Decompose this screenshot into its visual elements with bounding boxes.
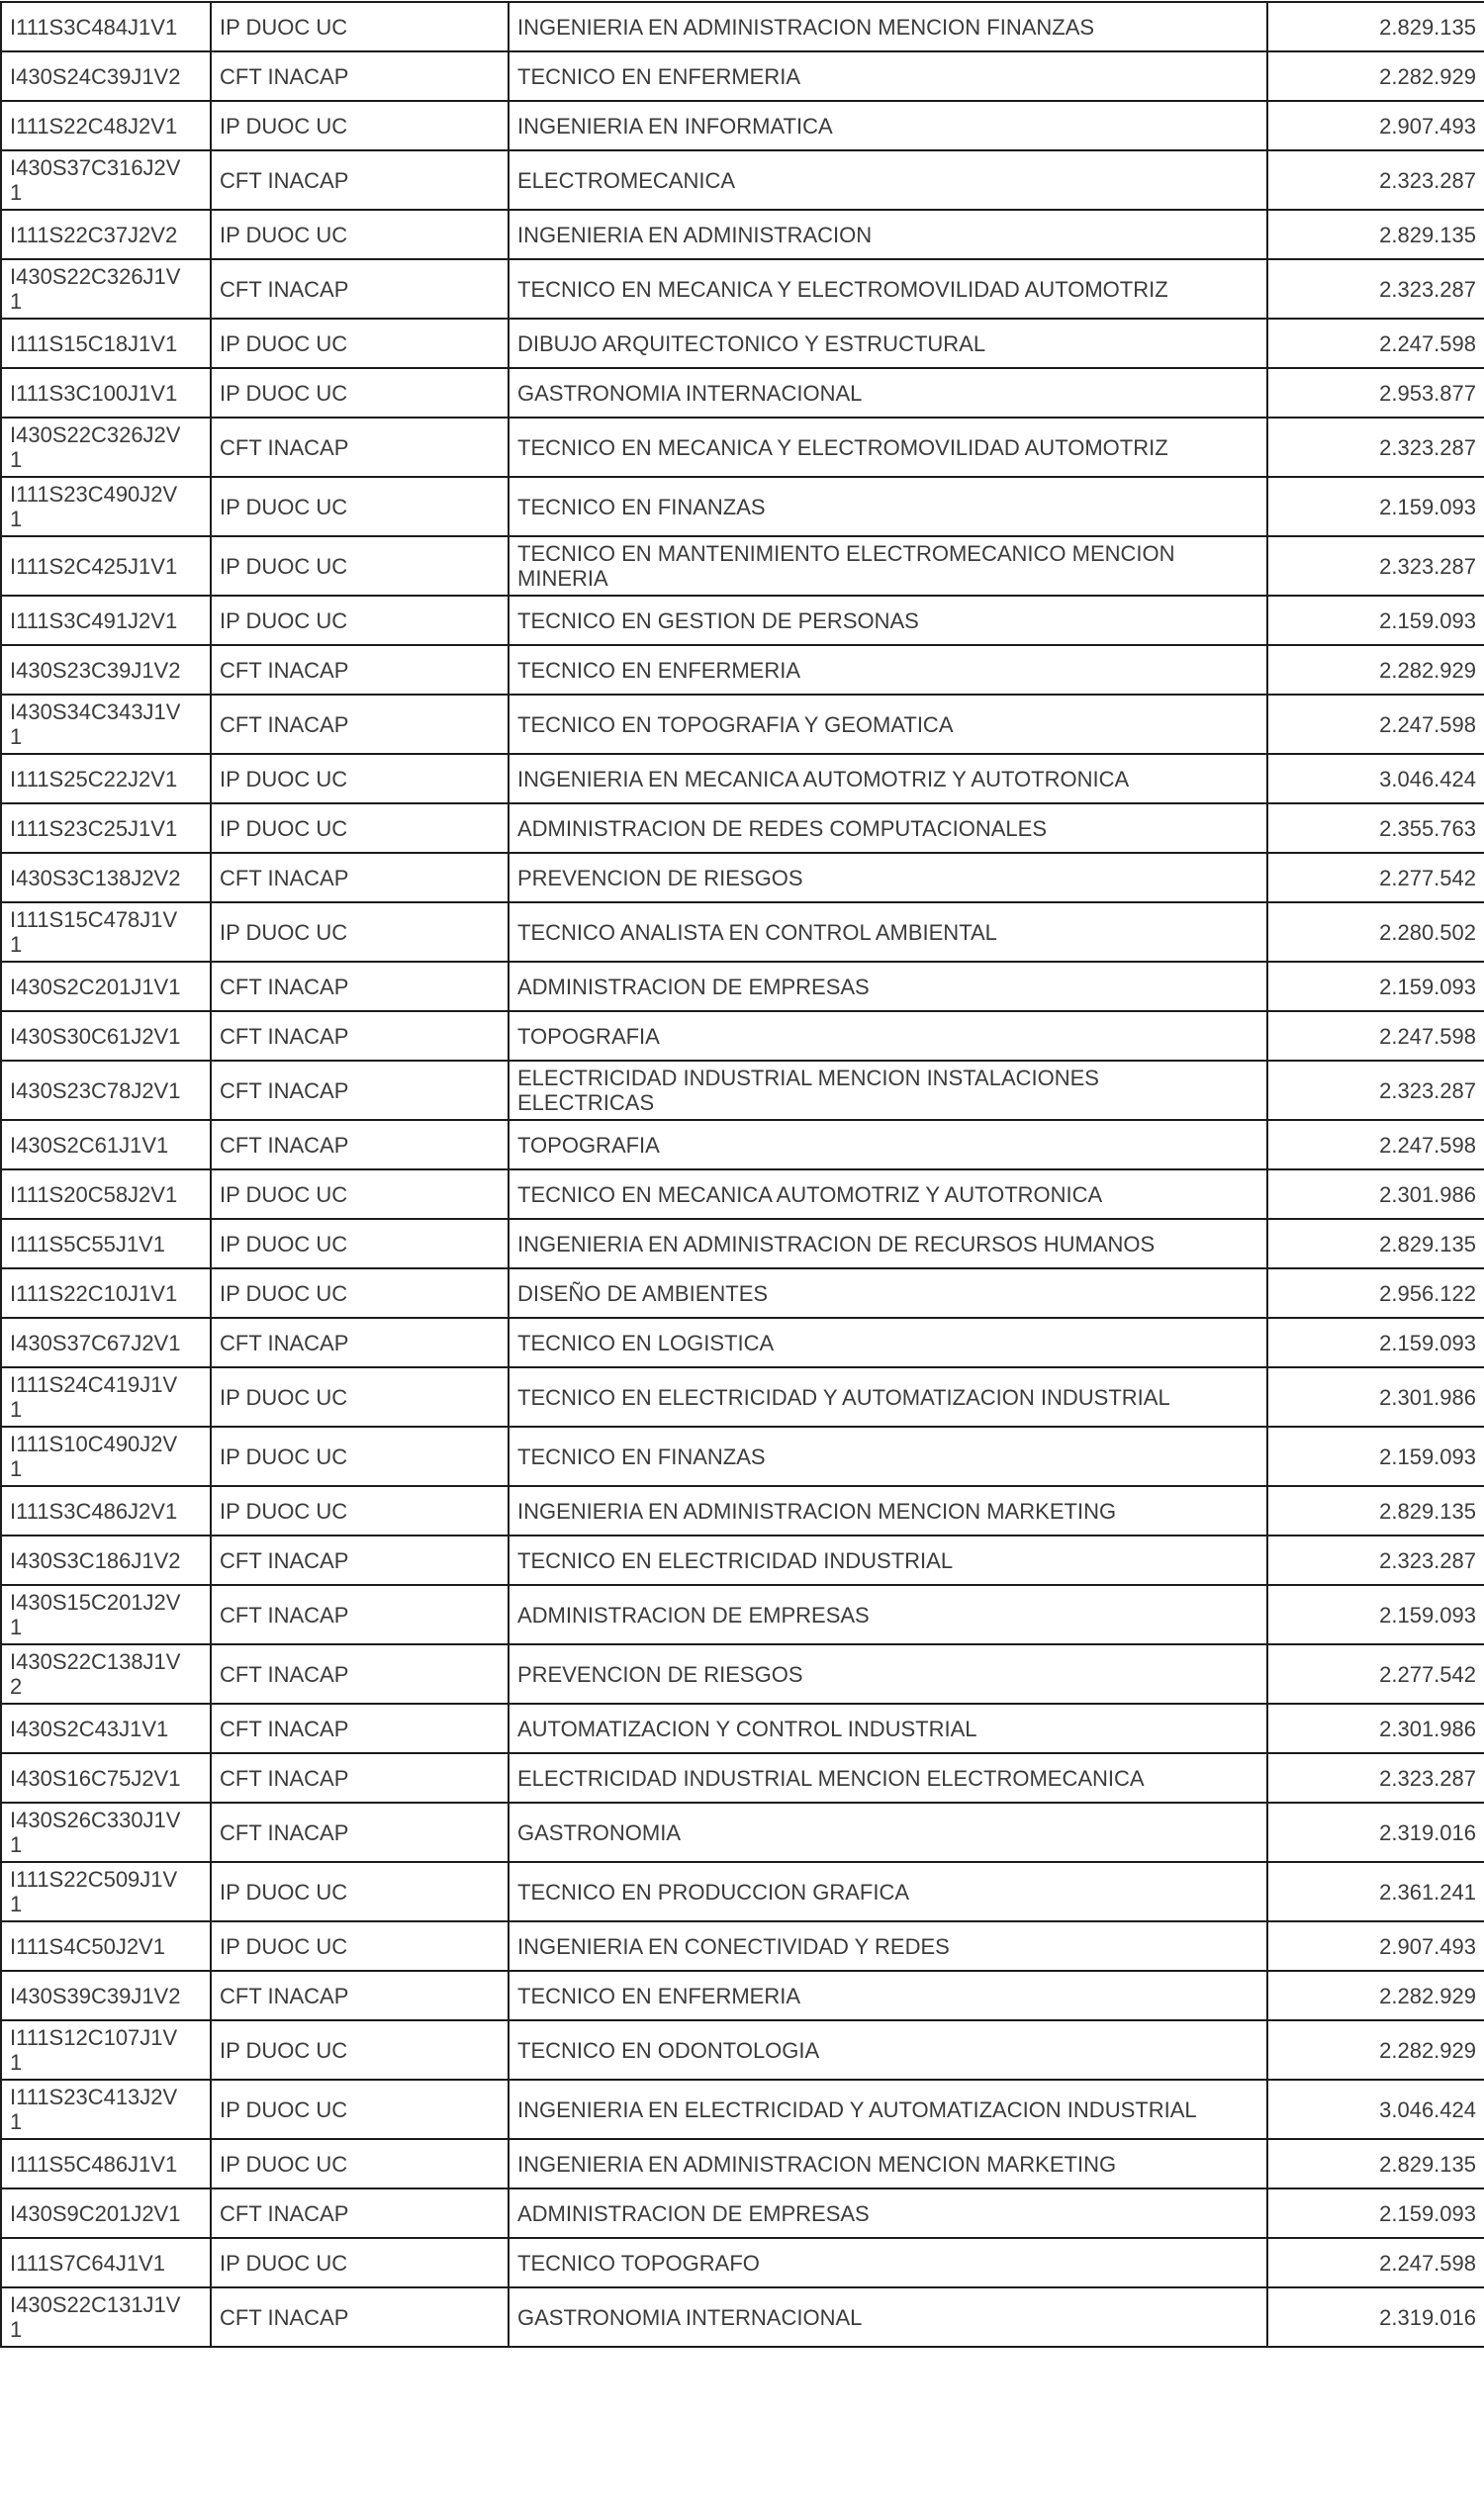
code-cell: I111S5C55J1V1: [1, 1219, 211, 1268]
program-cell: TECNICO EN ENFERMERIA: [509, 1971, 1267, 2020]
amount-cell: 2.247.598: [1267, 1120, 1484, 1169]
program-cell: TECNICO EN PRODUCCION GRAFICA: [509, 1862, 1267, 1921]
amount-cell: 2.319.016: [1267, 2287, 1484, 2347]
program-cell: INGENIERIA EN ADMINISTRACION MENCION FINANZAS: [509, 2, 1267, 51]
amount-cell: 2.355.763: [1267, 803, 1484, 853]
program-cell: AUTOMATIZACION Y CONTROL INDUSTRIAL: [509, 1704, 1267, 1753]
program-cell: GASTRONOMIA: [509, 1803, 1267, 1862]
program-cell: GASTRONOMIA INTERNACIONAL: [509, 368, 1267, 418]
amount-cell: 2.159.093: [1267, 596, 1484, 645]
table-row: [1, 1120, 1484, 1169]
institution-cell: CFT INACAP: [211, 150, 509, 210]
code-cell: I430S3C186J1V2: [1, 1536, 211, 1585]
amount-cell: 2.277.542: [1267, 1644, 1484, 1704]
institution-cell: IP DUOC UC: [211, 2080, 509, 2139]
amount-cell: 2.319.016: [1267, 1803, 1484, 1862]
amount-cell: 2.829.135: [1267, 2, 1484, 51]
institution-cell: CFT INACAP: [211, 695, 509, 754]
code-cell: I430S23C78J2V1: [1, 1061, 211, 1120]
program-cell: PREVENCION DE RIESGOS: [509, 853, 1267, 902]
institution-cell: IP DUOC UC: [211, 477, 509, 536]
table-row: [1, 1704, 1484, 1753]
institution-cell: CFT INACAP: [211, 1644, 509, 1704]
institution-cell: IP DUOC UC: [211, 1268, 509, 1318]
table-row: [1, 695, 1484, 754]
institution-cell: IP DUOC UC: [211, 1219, 509, 1268]
table-row: [1, 2238, 1484, 2287]
institution-cell: CFT INACAP: [211, 645, 509, 695]
program-cell: TECNICO EN FINANZAS: [509, 477, 1267, 536]
amount-cell: 2.323.287: [1267, 1536, 1484, 1585]
amount-cell: 3.046.424: [1267, 2080, 1484, 2139]
institution-cell: CFT INACAP: [211, 1536, 509, 1585]
amount-cell: 2.829.135: [1267, 1486, 1484, 1536]
institution-cell: CFT INACAP: [211, 1011, 509, 1061]
code-cell: I111S2C425J1V1: [1, 536, 211, 596]
program-cell: INGENIERIA EN ELECTRICIDAD Y AUTOMATIZACION INDUSTRIAL: [509, 2080, 1267, 2139]
program-cell: GASTRONOMIA INTERNACIONAL: [509, 2287, 1267, 2347]
table-row: [1, 1318, 1484, 1367]
program-cell: INGENIERIA EN ADMINISTRACION DE RECURSOS HUMANOS: [509, 1219, 1267, 1268]
institution-cell: IP DUOC UC: [211, 2238, 509, 2287]
table-row: [1, 1536, 1484, 1585]
amount-cell: 2.282.929: [1267, 645, 1484, 695]
code-cell: I111S15C18J1V1: [1, 319, 211, 368]
table-row: [1, 536, 1484, 596]
table-row: [1, 1862, 1484, 1921]
institution-cell: CFT INACAP: [211, 1061, 509, 1120]
table-row: [1, 754, 1484, 803]
code-cell: I111S5C486J1V1: [1, 2139, 211, 2188]
institution-cell: IP DUOC UC: [211, 210, 509, 259]
table-row: [1, 2020, 1484, 2080]
institution-cell: CFT INACAP: [211, 1753, 509, 1803]
institution-cell: CFT INACAP: [211, 1120, 509, 1169]
amount-cell: 2.301.986: [1267, 1169, 1484, 1219]
code-cell: I111S23C490J2V 1: [1, 477, 211, 536]
institution-cell: CFT INACAP: [211, 1803, 509, 1862]
amount-cell: 2.907.493: [1267, 101, 1484, 150]
amount-cell: 2.323.287: [1267, 1753, 1484, 1803]
program-cell: INGENIERIA EN CONECTIVIDAD Y REDES: [509, 1921, 1267, 1971]
table-row: [1, 1061, 1484, 1120]
institution-cell: CFT INACAP: [211, 51, 509, 101]
code-cell: I111S7C64J1V1: [1, 2238, 211, 2287]
amount-cell: 2.361.241: [1267, 1862, 1484, 1921]
amount-cell: 2.829.135: [1267, 1219, 1484, 1268]
program-cell: ADMINISTRACION DE EMPRESAS: [509, 1585, 1267, 1644]
amount-cell: 2.323.287: [1267, 150, 1484, 210]
institution-cell: CFT INACAP: [211, 1704, 509, 1753]
code-cell: I430S9C201J2V1: [1, 2188, 211, 2238]
program-cell: ELECTRICIDAD INDUSTRIAL MENCION ELECTROMECANICA: [509, 1753, 1267, 1803]
table-row: [1, 418, 1484, 477]
amount-cell: 2.829.135: [1267, 210, 1484, 259]
institution-cell: IP DUOC UC: [211, 1169, 509, 1219]
table-row: [1, 962, 1484, 1011]
table-row: [1, 477, 1484, 536]
institution-cell: CFT INACAP: [211, 2188, 509, 2238]
code-cell: I430S30C61J2V1: [1, 1011, 211, 1061]
amount-cell: 2.953.877: [1267, 368, 1484, 418]
code-cell: I111S24C419J1V 1: [1, 1367, 211, 1427]
amount-cell: 2.247.598: [1267, 695, 1484, 754]
program-cell: INGENIERIA EN INFORMATICA: [509, 101, 1267, 150]
code-cell: I111S23C413J2V 1: [1, 2080, 211, 2139]
amount-cell: 2.159.093: [1267, 1585, 1484, 1644]
program-cell: INGENIERIA EN ADMINISTRACION: [509, 210, 1267, 259]
table-row: [1, 1585, 1484, 1644]
code-cell: I430S22C138J1V 2: [1, 1644, 211, 1704]
amount-cell: 2.301.986: [1267, 1704, 1484, 1753]
program-cell: INGENIERIA EN ADMINISTRACION MENCION MARKETING: [509, 1486, 1267, 1536]
institution-cell: CFT INACAP: [211, 259, 509, 319]
institution-cell: IP DUOC UC: [211, 101, 509, 150]
institution-cell: CFT INACAP: [211, 1971, 509, 2020]
code-cell: I111S4C50J2V1: [1, 1921, 211, 1971]
program-cell: ELECTRICIDAD INDUSTRIAL MENCION INSTALACIONES ELECTRICAS: [509, 1061, 1267, 1120]
code-cell: I111S20C58J2V1: [1, 1169, 211, 1219]
amount-cell: 2.280.502: [1267, 902, 1484, 962]
program-cell: TECNICO ANALISTA EN CONTROL AMBIENTAL: [509, 902, 1267, 962]
table-row: [1, 51, 1484, 101]
amount-cell: 2.323.287: [1267, 1061, 1484, 1120]
amount-cell: 2.247.598: [1267, 319, 1484, 368]
program-cell: ELECTROMECANICA: [509, 150, 1267, 210]
amount-cell: 2.159.093: [1267, 962, 1484, 1011]
institution-cell: IP DUOC UC: [211, 536, 509, 596]
code-cell: I430S22C326J1V 1: [1, 259, 211, 319]
code-cell: I430S37C67J2V1: [1, 1318, 211, 1367]
institution-cell: CFT INACAP: [211, 2287, 509, 2347]
code-cell: I430S2C201J1V1: [1, 962, 211, 1011]
table-row: [1, 1427, 1484, 1486]
program-cell: INGENIERIA EN MECANICA AUTOMOTRIZ Y AUTOTRONICA: [509, 754, 1267, 803]
table-row: [1, 1219, 1484, 1268]
table-row: [1, 1803, 1484, 1862]
code-cell: I111S22C10J1V1: [1, 1268, 211, 1318]
program-cell: DISEÑO DE AMBIENTES: [509, 1268, 1267, 1318]
program-cell: TECNICO EN TOPOGRAFIA Y GEOMATICA: [509, 695, 1267, 754]
table-row: [1, 1268, 1484, 1318]
program-cell: TECNICO EN ENFERMERIA: [509, 645, 1267, 695]
code-cell: I430S26C330J1V 1: [1, 1803, 211, 1862]
table-row: [1, 1011, 1484, 1061]
amount-cell: 2.159.093: [1267, 1427, 1484, 1486]
institution-cell: CFT INACAP: [211, 418, 509, 477]
code-cell: I430S16C75J2V1: [1, 1753, 211, 1803]
institution-cell: IP DUOC UC: [211, 2020, 509, 2080]
code-cell: I111S23C25J1V1: [1, 803, 211, 853]
program-cell: INGENIERIA EN ADMINISTRACION MENCION MARKETING: [509, 2139, 1267, 2188]
program-cell: ADMINISTRACION DE REDES COMPUTACIONALES: [509, 803, 1267, 853]
code-cell: I430S2C61J1V1: [1, 1120, 211, 1169]
table-row: [1, 2188, 1484, 2238]
institution-cell: IP DUOC UC: [211, 803, 509, 853]
program-cell: TECNICO EN MECANICA Y ELECTROMOVILIDAD AUTOMOTRIZ: [509, 259, 1267, 319]
table-row: [1, 2139, 1484, 2188]
code-cell: I111S3C484J1V1: [1, 2, 211, 51]
program-cell: TECNICO TOPOGRAFO: [509, 2238, 1267, 2287]
institution-cell: IP DUOC UC: [211, 368, 509, 418]
institution-cell: CFT INACAP: [211, 1585, 509, 1644]
amount-cell: 2.247.598: [1267, 1011, 1484, 1061]
code-cell: I111S3C486J2V1: [1, 1486, 211, 1536]
program-cell: TECNICO EN FINANZAS: [509, 1427, 1267, 1486]
program-cell: TOPOGRAFIA: [509, 1011, 1267, 1061]
program-cell: TECNICO EN MECANICA Y ELECTROMOVILIDAD AUTOMOTRIZ: [509, 418, 1267, 477]
program-cell: TECNICO EN ENFERMERIA: [509, 51, 1267, 101]
program-cell: TOPOGRAFIA: [509, 1120, 1267, 1169]
amount-cell: 2.323.287: [1267, 536, 1484, 596]
program-cell: TECNICO EN ELECTRICIDAD INDUSTRIAL: [509, 1536, 1267, 1585]
table-row: [1, 150, 1484, 210]
amount-cell: 2.956.122: [1267, 1268, 1484, 1318]
institution-cell: IP DUOC UC: [211, 2139, 509, 2188]
code-cell: I111S12C107J1V 1: [1, 2020, 211, 2080]
table-row: [1, 1644, 1484, 1704]
code-cell: I111S22C37J2V2: [1, 210, 211, 259]
program-cell: TECNICO EN MANTENIMIENTO ELECTROMECANICO MENCION MINERIA: [509, 536, 1267, 596]
institution-cell: IP DUOC UC: [211, 1486, 509, 1536]
code-cell: I111S3C491J2V1: [1, 596, 211, 645]
code-cell: I111S15C478J1V 1: [1, 902, 211, 962]
table-row: [1, 2, 1484, 51]
amount-cell: 2.282.929: [1267, 51, 1484, 101]
amount-cell: 2.323.287: [1267, 259, 1484, 319]
amount-cell: 2.159.093: [1267, 1318, 1484, 1367]
code-cell: I430S22C131J1V 1: [1, 2287, 211, 2347]
table-row: [1, 1971, 1484, 2020]
program-cell: ADMINISTRACION DE EMPRESAS: [509, 962, 1267, 1011]
table-row: [1, 1367, 1484, 1427]
amount-cell: 2.247.598: [1267, 2238, 1484, 2287]
amount-cell: 2.301.986: [1267, 1367, 1484, 1427]
table-row: [1, 596, 1484, 645]
code-cell: I430S39C39J1V2: [1, 1971, 211, 2020]
code-cell: I111S10C490J2V 1: [1, 1427, 211, 1486]
table-row: [1, 259, 1484, 319]
institution-cell: IP DUOC UC: [211, 754, 509, 803]
amount-cell: 3.046.424: [1267, 754, 1484, 803]
institution-cell: CFT INACAP: [211, 853, 509, 902]
institution-cell: IP DUOC UC: [211, 1862, 509, 1921]
amount-cell: 2.282.929: [1267, 1971, 1484, 2020]
code-cell: I430S37C316J2V 1: [1, 150, 211, 210]
table-row: [1, 101, 1484, 150]
code-cell: I430S22C326J2V 1: [1, 418, 211, 477]
table-row: [1, 319, 1484, 368]
institution-cell: IP DUOC UC: [211, 1427, 509, 1486]
institution-cell: IP DUOC UC: [211, 902, 509, 962]
table-row: [1, 210, 1484, 259]
amount-cell: 2.907.493: [1267, 1921, 1484, 1971]
amount-cell: 2.159.093: [1267, 2188, 1484, 2238]
institution-cell: CFT INACAP: [211, 1318, 509, 1367]
institution-cell: IP DUOC UC: [211, 1367, 509, 1427]
program-cell: TECNICO EN GESTION DE PERSONAS: [509, 596, 1267, 645]
table-row: [1, 1169, 1484, 1219]
program-cell: TECNICO EN ELECTRICIDAD Y AUTOMATIZACION INDUSTRIAL: [509, 1367, 1267, 1427]
admission-programs-table-body: [1, 2, 1484, 2347]
table-row: [1, 853, 1484, 902]
program-cell: DIBUJO ARQUITECTONICO Y ESTRUCTURAL: [509, 319, 1267, 368]
code-cell: I111S25C22J2V1: [1, 754, 211, 803]
institution-cell: IP DUOC UC: [211, 1921, 509, 1971]
table-row: [1, 902, 1484, 962]
amount-cell: 2.159.093: [1267, 477, 1484, 536]
institution-cell: IP DUOC UC: [211, 596, 509, 645]
code-cell: I430S2C43J1V1: [1, 1704, 211, 1753]
table-row: [1, 645, 1484, 695]
admission-programs-table: [0, 1, 1484, 2348]
code-cell: I111S22C509J1V 1: [1, 1862, 211, 1921]
table-row: [1, 803, 1484, 853]
code-cell: I430S15C201J2V 1: [1, 1585, 211, 1644]
code-cell: I111S3C100J1V1: [1, 368, 211, 418]
code-cell: I430S3C138J2V2: [1, 853, 211, 902]
table-row: [1, 1921, 1484, 1971]
table-row: [1, 2080, 1484, 2139]
table-row: [1, 1486, 1484, 1536]
amount-cell: 2.829.135: [1267, 2139, 1484, 2188]
program-cell: ADMINISTRACION DE EMPRESAS: [509, 2188, 1267, 2238]
table-row: [1, 2287, 1484, 2347]
code-cell: I430S34C343J1V 1: [1, 695, 211, 754]
code-cell: I111S22C48J2V1: [1, 101, 211, 150]
amount-cell: 2.277.542: [1267, 853, 1484, 902]
code-cell: I430S23C39J1V2: [1, 645, 211, 695]
program-cell: TECNICO EN LOGISTICA: [509, 1318, 1267, 1367]
amount-cell: 2.282.929: [1267, 2020, 1484, 2080]
table-row: [1, 1753, 1484, 1803]
institution-cell: CFT INACAP: [211, 962, 509, 1011]
program-cell: PREVENCION DE RIESGOS: [509, 1644, 1267, 1704]
table-row: [1, 368, 1484, 418]
institution-cell: IP DUOC UC: [211, 2, 509, 51]
program-cell: TECNICO EN MECANICA AUTOMOTRIZ Y AUTOTRONICA: [509, 1169, 1267, 1219]
code-cell: I430S24C39J1V2: [1, 51, 211, 101]
program-cell: TECNICO EN ODONTOLOGIA: [509, 2020, 1267, 2080]
amount-cell: 2.323.287: [1267, 418, 1484, 477]
institution-cell: IP DUOC UC: [211, 319, 509, 368]
